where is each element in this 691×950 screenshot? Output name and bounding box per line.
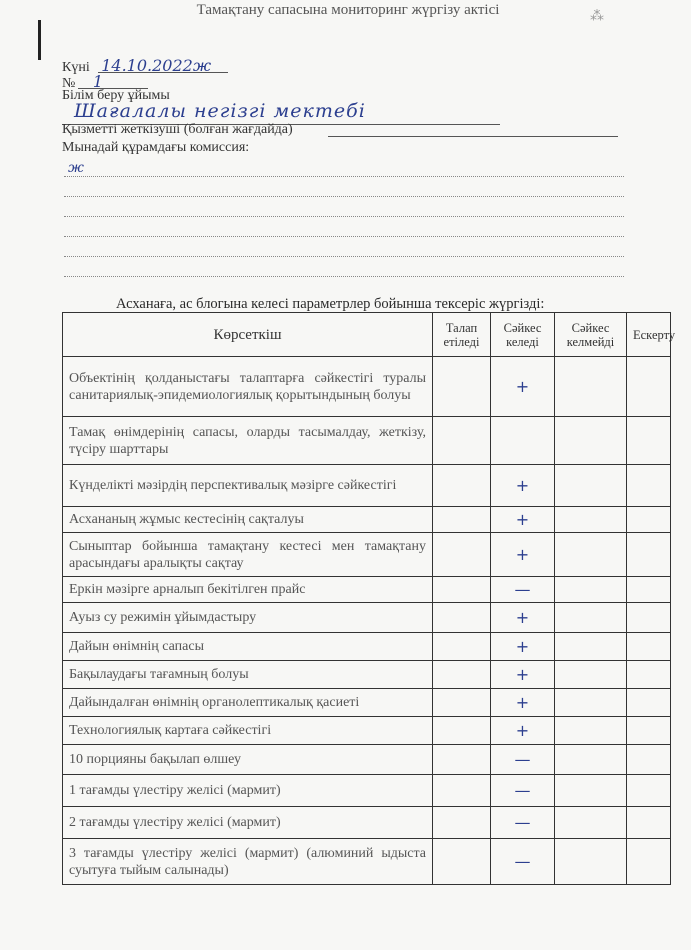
row-noncompliant-cell	[555, 661, 627, 689]
row-noncompliant-cell	[555, 507, 627, 533]
row-required-cell	[433, 689, 491, 717]
table-row	[63, 661, 671, 689]
row-noncompliant-cell	[555, 533, 627, 577]
document-title: Тамақтану сапасына мониторинг жүргізу актісі	[196, 2, 500, 18]
row-compliant-mark: +	[491, 717, 555, 745]
header-compliant: Сәйкес келеді	[491, 313, 555, 357]
row-noncompliant-cell	[555, 603, 627, 633]
header-noncompliant: Сәйкес келмейді	[555, 313, 627, 357]
row-compliant-mark: —	[491, 807, 555, 839]
org-value: Шағалалы негізгі мектебі	[74, 100, 366, 122]
row-noncompliant-cell	[555, 577, 627, 603]
row-required-cell	[433, 745, 491, 775]
date-value: 14.10.2022ж	[101, 56, 212, 75]
org-label: Білім беру ұйымы	[62, 88, 170, 103]
table-row	[63, 417, 671, 465]
row-noncompliant-cell	[555, 775, 627, 807]
commission-line	[64, 216, 624, 217]
table-row	[63, 533, 671, 577]
table-row	[63, 603, 671, 633]
row-required-cell	[433, 533, 491, 577]
table-row	[63, 745, 671, 775]
row-required-cell	[433, 507, 491, 533]
row-noncompliant-cell	[555, 357, 627, 417]
commission-value: ж	[68, 160, 84, 176]
row-noncompliant-cell	[555, 839, 627, 885]
commission-line	[64, 236, 624, 237]
row-note-cell	[627, 465, 671, 507]
table-row	[63, 807, 671, 839]
number-value: 1	[92, 72, 104, 91]
row-note-cell	[627, 717, 671, 745]
row-note-cell	[627, 633, 671, 661]
row-compliant-mark: +	[491, 533, 555, 577]
table-row	[63, 357, 671, 417]
row-required-cell	[433, 633, 491, 661]
table-row	[63, 775, 671, 807]
row-note-cell	[627, 839, 671, 885]
row-noncompliant-cell	[555, 807, 627, 839]
row-note-cell	[627, 417, 671, 465]
row-required-cell	[433, 603, 491, 633]
row-compliant-mark: +	[491, 603, 555, 633]
table-row	[63, 507, 671, 533]
commission-line	[64, 196, 624, 197]
row-indicator: Тамақ өнімдерінің сапасы, оларды тасымалдау, жеткізу, түсіру шарттары	[63, 417, 433, 465]
row-compliant-mark: —	[491, 839, 555, 885]
row-indicator: Күнделікті мәзірдің перспективалық мәзірге сәйкестігі	[63, 465, 433, 507]
row-note-cell	[627, 507, 671, 533]
row-compliant-mark: —	[491, 775, 555, 807]
commission-label: Мынадай құрамдағы комиссия:	[62, 140, 250, 155]
header-note: Ескерту	[627, 313, 671, 357]
row-indicator: 2 тағамды үлестіру желісі (мармит)	[63, 807, 433, 839]
row-indicator: Ауыз су режимін ұйымдастыру	[63, 603, 433, 633]
table-header-row	[63, 313, 671, 357]
provider-underline	[328, 136, 618, 137]
row-compliant-mark: —	[491, 577, 555, 603]
table-row	[63, 465, 671, 507]
row-indicator: Дайын өнімнің сапасы	[63, 633, 433, 661]
row-note-cell	[627, 807, 671, 839]
table-row	[63, 577, 671, 603]
table-row	[63, 633, 671, 661]
table-row	[63, 689, 671, 717]
row-compliant-mark: +	[491, 689, 555, 717]
row-note-cell	[627, 357, 671, 417]
row-compliant-mark: +	[491, 633, 555, 661]
row-compliant-mark	[491, 417, 555, 465]
row-noncompliant-cell	[555, 717, 627, 745]
row-required-cell	[433, 465, 491, 507]
date-underline	[98, 72, 228, 73]
provider-label: Қызметті жеткізуші (болған жағдайда)	[62, 122, 293, 137]
date-label: Күні	[62, 60, 90, 75]
header-indicator: Көрсеткіш	[63, 313, 433, 357]
row-indicator: Объектінің қолданыстағы талаптарға сәйкестігі туралы санитариялық-эпидемиологиялық қорытындының болуы	[63, 357, 433, 417]
row-indicator: Асхананың жұмыс кестесінің сақталуы	[63, 507, 433, 533]
number-label: №	[62, 76, 76, 91]
row-note-cell	[627, 603, 671, 633]
row-note-cell	[627, 689, 671, 717]
commission-line	[64, 276, 624, 277]
row-required-cell	[433, 807, 491, 839]
header-required: Талап етіледі	[433, 313, 491, 357]
row-required-cell	[433, 577, 491, 603]
commission-line	[64, 256, 624, 257]
table-row	[63, 839, 671, 885]
row-compliant-mark: +	[491, 357, 555, 417]
row-indicator: 10 порцияны бақылап өлшеу	[63, 745, 433, 775]
row-indicator: Еркін мәзірге арналып бекітілген прайс	[63, 577, 433, 603]
row-indicator: 1 тағамды үлестіру желісі (мармит)	[63, 775, 433, 807]
row-required-cell	[433, 775, 491, 807]
row-noncompliant-cell	[555, 417, 627, 465]
table-row	[63, 717, 671, 745]
row-note-cell	[627, 661, 671, 689]
margin-mark	[38, 20, 41, 60]
inspection-intro: Асханаға, ас блогына келесі параметрлер бойынша тексеріс жүргізді:	[116, 296, 545, 312]
row-required-cell	[433, 357, 491, 417]
row-noncompliant-cell	[555, 689, 627, 717]
commission-line	[64, 176, 624, 177]
smudge-mark: ⁂	[590, 9, 604, 24]
row-compliant-mark: +	[491, 507, 555, 533]
inspection-table	[62, 312, 676, 885]
row-compliant-mark: —	[491, 745, 555, 775]
row-indicator: Технологиялық картаға сәйкестігі	[63, 717, 433, 745]
row-indicator: 3 тағамды үлестіру желісі (мармит) (алюминий ыдыста суытуға тыйым салынады)	[63, 839, 433, 885]
row-required-cell	[433, 839, 491, 885]
row-noncompliant-cell	[555, 633, 627, 661]
row-note-cell	[627, 577, 671, 603]
row-indicator: Сыныптар бойынша тамақтану кестесі мен тамақтану арасындағы аралықты сақтау	[63, 533, 433, 577]
row-indicator: Дайындалған өнімнің органолептикалық қасиеті	[63, 689, 433, 717]
row-compliant-mark: +	[491, 661, 555, 689]
row-indicator: Бақылаудағы тағамның болуы	[63, 661, 433, 689]
row-noncompliant-cell	[555, 465, 627, 507]
row-required-cell	[433, 417, 491, 465]
row-note-cell	[627, 745, 671, 775]
row-note-cell	[627, 775, 671, 807]
row-noncompliant-cell	[555, 745, 627, 775]
row-required-cell	[433, 717, 491, 745]
row-note-cell	[627, 533, 671, 577]
row-compliant-mark: +	[491, 465, 555, 507]
row-required-cell	[433, 661, 491, 689]
